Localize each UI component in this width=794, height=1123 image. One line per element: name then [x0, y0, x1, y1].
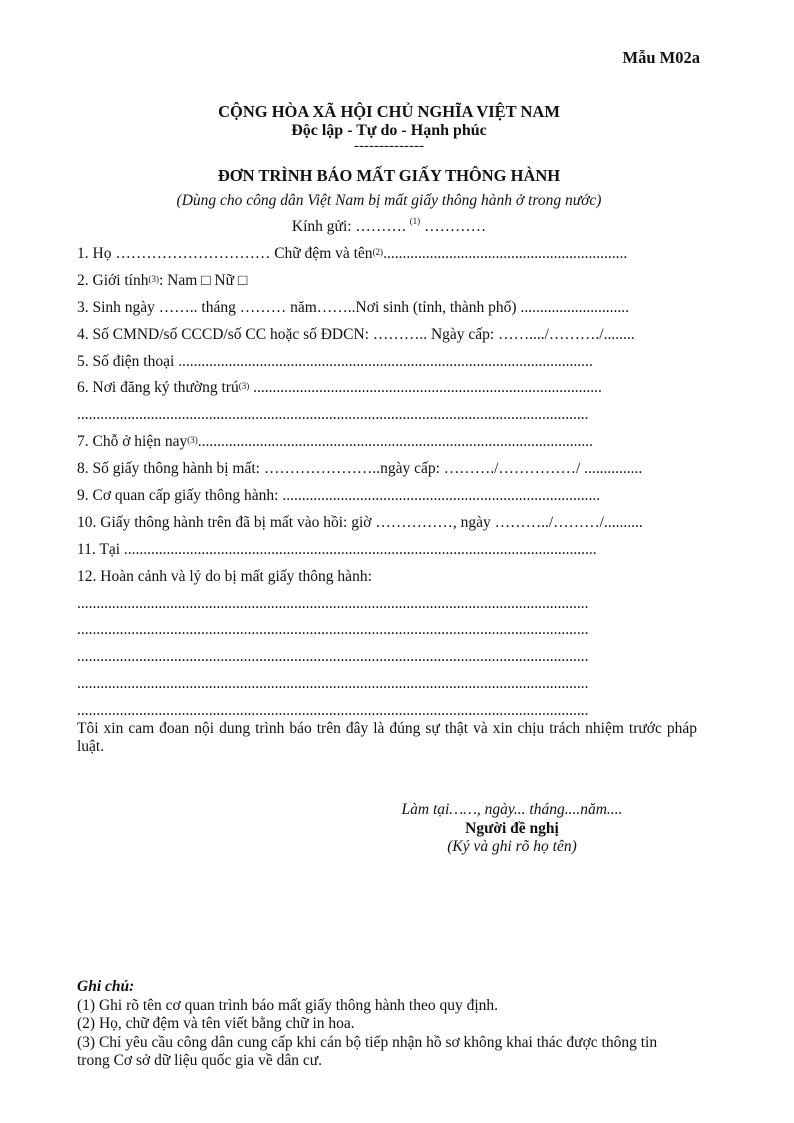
- recipient-prefix: Kính gửi: ……….: [291, 218, 406, 235]
- field-circumstance-line[interactable]: ....................................................................................................................................: [77, 648, 589, 666]
- field-gender[interactable]: [77, 271, 702, 298]
- field-dots: ...............................................................: [383, 245, 628, 262]
- notes-title: Ghi chú:: [77, 978, 135, 995]
- header-separator: --------------: [354, 138, 424, 154]
- field-lost-place[interactable]: 11. Tại ..........................................................................................................................: [77, 540, 597, 558]
- note-item: (1) Ghi rõ tên cơ quan trình báo mất giấy thông hành theo quy định.: [77, 996, 499, 1014]
- note-item: (2) Họ, chữ đệm và tên viết bằng chữ in hoa.: [77, 1015, 355, 1032]
- field-name[interactable]: [77, 244, 702, 271]
- signature-block: [357, 801, 667, 857]
- signature-note: (Ký và ghi rõ họ tên): [447, 838, 577, 855]
- gender-checkboxes[interactable]: : Nam □ Nữ □: [159, 271, 248, 289]
- recipient-suffix: …………: [424, 218, 487, 235]
- form-subtitle: (Dùng cho công dân Việt Nam bị mất giấy thông hành ở trong nước): [176, 192, 602, 209]
- field-current-address[interactable]: [77, 432, 702, 459]
- field-dots: ..........................................................................................: [249, 379, 602, 397]
- field-lost-pass-number[interactable]: 8. Số giấy thông hành bị mất: …………………..ngày cấp: ………./……………/ ...............: [77, 460, 643, 478]
- field-label: 7. Chỗ ở hiện nay: [77, 433, 188, 451]
- field-circumstance-line[interactable]: ....................................................................................................................................: [77, 702, 589, 720]
- field-label: 6. Nơi đăng ký thường trú: [77, 379, 239, 397]
- field-permanent-address[interactable]: [77, 378, 702, 405]
- field-phone[interactable]: 5. Số điện thoại ...........................................................................................................: [77, 352, 593, 370]
- field-circumstance-label: 12. Hoàn cảnh và lý do bị mất giấy thông hành:: [77, 567, 372, 585]
- form-fields: [77, 244, 702, 728]
- field-label: 1. Họ ………………………… Chữ đệm và tên: [77, 245, 373, 262]
- field-dots: ......................................................................................................: [197, 433, 593, 451]
- field-circumstance-line[interactable]: ....................................................................................................................................: [77, 594, 589, 612]
- footnote-ref: (3): [148, 273, 159, 284]
- notes-section: [77, 978, 687, 1071]
- field-label: 2. Giới tính: [77, 271, 149, 289]
- field-birth[interactable]: 3. Sinh ngày …….. tháng ……… năm……..Nơi sinh (tỉnh, thành phố) ............................: [77, 298, 629, 316]
- field-circumstance-line[interactable]: ....................................................................................................................................: [77, 621, 589, 639]
- motto: Độc lập - Tự do - Hạnh phúc: [291, 122, 487, 139]
- field-lost-time[interactable]: 10. Giấy thông hành trên đã bị mất vào hồi: giờ ……………, ngày ………../………/..........: [77, 513, 643, 531]
- note-item: (3) Chỉ yêu cầu công dân cung cấp khi cán bộ tiếp nhận hồ sơ không khai thác được thông tin trong Cơ sở dữ liệu quốc gia về dân cư.: [77, 1033, 658, 1069]
- recipient-line: [0, 218, 778, 236]
- field-id-number[interactable]: 4. Số CMND/số CCCD/số CC hoặc số ĐDCN: ……….. Ngày cấp: ……..../………./........: [77, 325, 635, 343]
- footnote-ref: (3): [238, 381, 250, 392]
- applicant-label: Người đề nghị: [465, 819, 559, 837]
- field-issuing-agency[interactable]: 9. Cơ quan cấp giấy thông hành: ..................................................................................: [77, 487, 601, 505]
- country-name: CỘNG HÒA XÃ HỘI CHỦ NGHĨA VIỆT NAM: [218, 102, 560, 121]
- footnote-ref: (2): [372, 247, 384, 257]
- national-header: [0, 102, 778, 152]
- field-permanent-address-cont[interactable]: ....................................................................................................................................: [77, 406, 589, 424]
- place-date[interactable]: Làm tại……, ngày... tháng....năm....: [401, 801, 623, 818]
- form-title: ĐƠN TRÌNH BÁO MẤT GIẤY THÔNG HÀNH: [217, 166, 561, 185]
- footnote-ref: (3): [187, 435, 198, 446]
- commitment-statement: Tôi xin cam đoan nội dung trình báo trên đây là đúng sự thật và xin chịu trách nhiệm trước pháp luật.: [77, 720, 697, 755]
- footnote-ref: (1): [409, 216, 421, 226]
- field-circumstance-line[interactable]: ....................................................................................................................................: [77, 675, 589, 693]
- form-code: Mẫu M02a: [622, 48, 700, 67]
